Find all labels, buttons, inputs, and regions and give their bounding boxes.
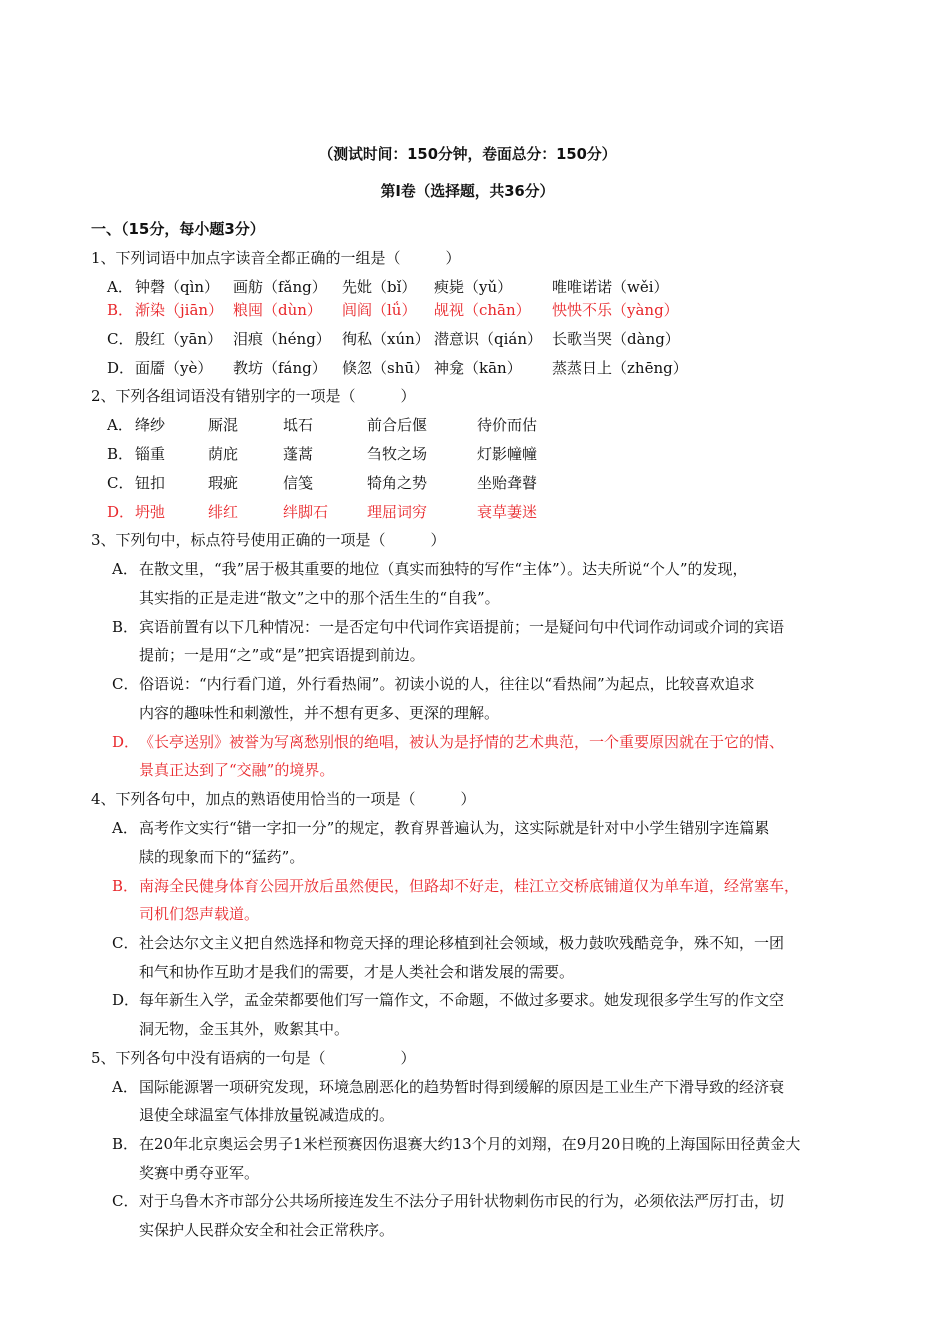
option-text-line: 和气和协作互助才是我们的需要，才是人类社会和谐发展的需要。 [139, 963, 575, 981]
option-item: 怏怏不乐（yàng） [552, 301, 679, 319]
option-item: 蓬蒿 [283, 445, 314, 463]
option-item: 倏忽（shū） [342, 359, 430, 377]
option-item: 厮混 [208, 416, 239, 434]
option-item: 刍牧之场 [367, 445, 428, 463]
question-3-stem: 3、下列句中，标点符号使用正确的一项是（ ） [91, 531, 446, 549]
option-text-line: 退使全球温室气体排放量锐减造成的。 [139, 1106, 395, 1124]
option-text-line: 每年新生入学，孟金荣都要他们写一篇作文，不命题，不做过多要求。她发现很多学生写的作文空 [139, 991, 785, 1009]
option-text-line: 实保护人民群众安全和社会正常秩序。 [139, 1221, 395, 1239]
option-text-line: 《长亭送别》被誉为写离愁别恨的绝唱，被认为是抒情的艺术典范，一个重要原因就在于它的情、 [139, 733, 785, 751]
option-label: D． [112, 733, 140, 751]
option-text-line: 俗语说：“内行看门道，外行看热闹”。初读小说的人，往往以“看热闹”为起点，比较喜欢追求 [139, 675, 755, 693]
option-item: 犄角之势 [367, 474, 428, 492]
option-label: D． [107, 359, 135, 377]
option-label: D． [112, 991, 140, 1009]
option-item: 待价而估 [477, 416, 538, 434]
option-item: 粮囤（dùn） [233, 301, 322, 319]
option-label: C． [112, 934, 139, 952]
question-2-stem: 2、下列各组词语没有错别字的一项是（ ） [91, 387, 416, 405]
option-label: B． [107, 445, 134, 463]
option-item: 渐染（jiān） [135, 301, 224, 319]
part-heading: 一、（15分，每小题3分） [91, 220, 265, 238]
option-text-line: 洞无物，金玉其外，败絮其中。 [139, 1020, 350, 1038]
option-text-line: 对于乌鲁木齐市部分公共场所接连发生不法分子用针状物刺伤市民的行为，必须依法严厉打击，切 [139, 1192, 785, 1210]
option-text-line: 景真正达到了“交融”的境界。 [139, 761, 335, 779]
test-info: （测试时间：150分钟，卷面总分：150分） [318, 145, 617, 163]
option-item: 前合后偃 [367, 416, 428, 434]
option-text-line: 提前；一是用“之”或“是”把宾语提到前边。 [139, 646, 425, 664]
section-title: 第Ⅰ卷（选择题，共36分） [380, 182, 555, 200]
option-text-line: 南海全民健身体育公园开放后虽然便民，但路却不好走，桂江立交桥底铺道仅为单车道，经常塞车， [139, 877, 800, 895]
option-item: 绊脚石 [283, 503, 329, 521]
option-item: 瘐毙（yǔ） [434, 278, 513, 296]
option-item: 绛纱 [135, 416, 166, 434]
question-5-stem: 5、下列各句中没有语病的一句是（ ） [91, 1049, 416, 1067]
option-item: 闾阎（lǘ） [342, 301, 417, 319]
option-text-line: 其实指的正是走进“散文”之中的那个活生生的“自我”。 [139, 589, 500, 607]
option-text-line: 奖赛中勇夺亚军。 [139, 1164, 260, 1182]
option-item: 徇私（xún） [342, 330, 430, 348]
option-item: 殷红（yān） [135, 330, 223, 348]
option-text-line: 牍的现象而下的“猛药”。 [139, 848, 305, 866]
option-label: D． [107, 503, 135, 521]
question-1-stem: 1、下列词语中加点字读音全都正确的一组是（ ） [91, 249, 461, 267]
option-label: A． [112, 1078, 138, 1096]
option-label: B． [112, 1135, 139, 1153]
option-text-line: 在20年北京奥运会男子1米栏预赛因伤退赛大约13个月的刘翔，在9月20日晚的上海国际田径黄金大 [139, 1135, 801, 1153]
option-label: B． [112, 618, 139, 636]
option-text-line: 内容的趣味性和刺激性，并不想有更多、更深的理解。 [139, 704, 500, 722]
option-item: 钮扣 [135, 474, 166, 492]
option-label: A． [107, 416, 133, 434]
option-item: 坻石 [283, 416, 314, 434]
option-item: 神龛（kān） [434, 359, 522, 377]
option-item: 泪痕（héng） [233, 330, 331, 348]
option-item: 锱重 [135, 445, 166, 463]
option-item: 荫庇 [208, 445, 239, 463]
option-item: 绯红 [208, 503, 239, 521]
question-4-stem: 4、下列各句中，加点的熟语使用恰当的一项是（ ） [91, 790, 476, 808]
option-item: 衰草萋迷 [477, 503, 538, 521]
option-text-line: 在散文里，“我”居于极其重要的地位（真实而独特的写作“主体”）。达夫所说“个人”的发现， [139, 560, 748, 578]
option-label: A． [112, 560, 138, 578]
option-text-line: 国际能源署一项研究发现，环境急剧恶化的趋势暂时得到缓解的原因是工业生产下滑导致的经济衰 [139, 1078, 785, 1096]
option-item: 面靥（yè） [135, 359, 213, 377]
option-text-line: 社会达尔文主义把自然选择和物竞天择的理论移植到社会领域，极力鼓吹残酷竞争，殊不知，一团 [139, 934, 785, 952]
option-item: 唯唯诺诺（wěi） [552, 278, 669, 296]
option-item: 潜意识（qián） [434, 330, 543, 348]
option-item: 灯影幢幢 [477, 445, 538, 463]
option-label: C． [107, 474, 134, 492]
option-item: 长歌当哭（dàng） [552, 330, 680, 348]
option-item: 觇视（chān） [434, 301, 531, 319]
option-label: C． [107, 330, 134, 348]
option-item: 教坊（fáng） [233, 359, 327, 377]
option-label: C． [112, 1192, 139, 1210]
option-text-line: 高考作文实行“错一字扣一分”的规定，教育界普遍认为，这实际就是针对中小学生错别字连篇累 [139, 819, 770, 837]
option-item: 钟磬（qìn） [135, 278, 220, 296]
option-item: 瑕疵 [208, 474, 239, 492]
option-label: C． [112, 675, 139, 693]
option-text-line: 司机们怨声载道。 [139, 905, 260, 923]
option-item: 信笺 [283, 474, 314, 492]
option-item: 画舫（fǎng） [233, 278, 327, 296]
option-label: B． [107, 301, 134, 319]
option-item: 先妣（bǐ） [342, 278, 417, 296]
option-item: 坍弛 [135, 503, 166, 521]
option-item: 坐贻聋瞽 [477, 474, 538, 492]
option-label: A． [112, 819, 138, 837]
option-label: A． [107, 278, 133, 296]
option-text-line: 宾语前置有以下几种情况：一是否定句中代词作宾语提前；一是疑问句中代词作动词或介词的宾语 [139, 618, 785, 636]
option-label: B． [112, 877, 139, 895]
option-item: 理屈词穷 [367, 503, 428, 521]
option-item: 蒸蒸日上（zhēng） [552, 359, 688, 377]
